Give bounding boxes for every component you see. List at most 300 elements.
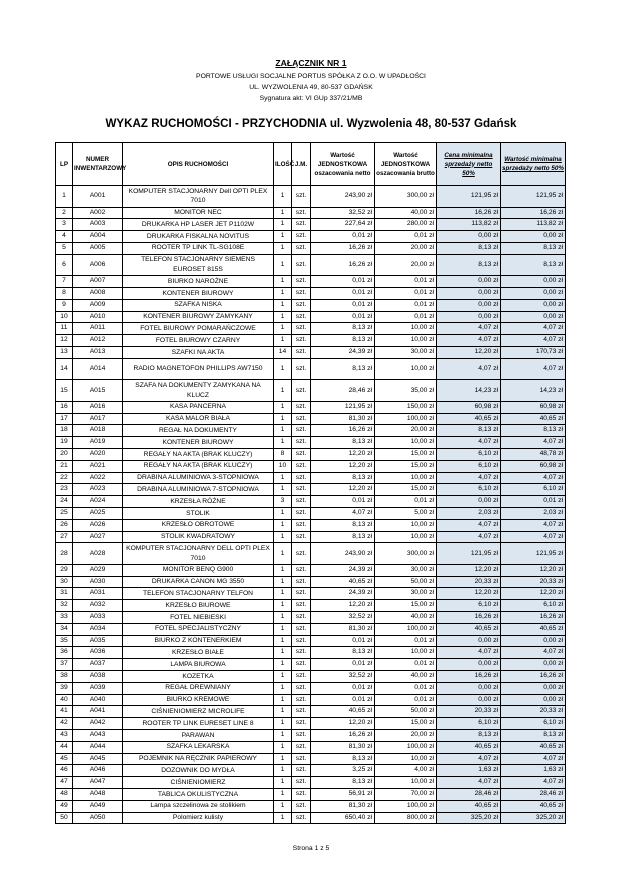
cell-unit-net-value: 3,25 zł <box>311 765 375 777</box>
cell-unit: szt. <box>292 311 311 323</box>
cell-quantity: 1 <box>274 788 292 800</box>
cell-unit: szt. <box>292 635 311 647</box>
cell-lp: 39 <box>56 682 73 694</box>
document-title: ZAŁĄCZNIK NR 1 <box>275 58 347 68</box>
cell-min-net-price: 4,07 zł <box>437 647 501 659</box>
inventory-table <box>55 142 566 824</box>
cell-unit-gross-value: 0,01 zł <box>375 682 437 694</box>
cell-unit: szt. <box>292 207 311 219</box>
cell-inventory-number: A027 <box>73 531 123 543</box>
cell-inventory-number: A021 <box>73 460 123 472</box>
cell-min-net-price: 60,98 zł <box>437 401 501 413</box>
cell-description: DRUKARKA HP LASER JET P1102W <box>123 219 274 231</box>
cell-unit-net-value: 8,13 zł <box>311 777 375 789</box>
cell-inventory-number: A048 <box>73 788 123 800</box>
cell-inventory-number: A007 <box>73 276 123 288</box>
cell-inventory-number: A024 <box>73 496 123 508</box>
cell-inventory-number: A014 <box>73 358 123 380</box>
cell-quantity: 3 <box>274 496 292 508</box>
cell-min-net-value: 6,10 zł <box>501 484 566 496</box>
cell-lp: 7 <box>56 276 73 288</box>
cell-description: KRZESŁO BIAŁE <box>123 647 274 659</box>
cell-unit-net-value: 40,65 zł <box>311 576 375 588</box>
cell-min-net-price: 0,00 zł <box>437 276 501 288</box>
cell-quantity: 1 <box>274 600 292 612</box>
cell-min-net-value: 0,00 zł <box>501 635 566 647</box>
cell-lp: 34 <box>56 623 73 635</box>
cell-lp: 12 <box>56 335 73 347</box>
table-row <box>56 448 566 460</box>
cell-unit: szt. <box>292 484 311 496</box>
cell-unit: szt. <box>292 231 311 243</box>
cell-unit-net-value: 16,26 zł <box>311 254 375 276</box>
cell-unit: szt. <box>292 777 311 789</box>
cell-unit-net-value: 0,01 zł <box>311 682 375 694</box>
cell-inventory-number: A043 <box>73 729 123 741</box>
cell-inventory-number: A044 <box>73 741 123 753</box>
cell-quantity: 1 <box>274 588 292 600</box>
cell-min-net-price: 121,95 zł <box>437 543 501 565</box>
cell-unit-gross-value: 0,01 zł <box>375 231 437 243</box>
cell-lp: 44 <box>56 741 73 753</box>
cell-inventory-number: A033 <box>73 612 123 624</box>
table-row <box>56 694 566 706</box>
cell-inventory-number: A005 <box>73 242 123 254</box>
cell-quantity: 1 <box>274 635 292 647</box>
table-row <box>56 777 566 789</box>
cell-inventory-number: A047 <box>73 777 123 789</box>
cell-unit: szt. <box>292 576 311 588</box>
cell-quantity: 1 <box>274 729 292 741</box>
page-number: Strona 1 z 5 <box>292 845 330 852</box>
cell-lp: 19 <box>56 437 73 449</box>
cell-min-net-value: 40,65 zł <box>501 623 566 635</box>
cell-unit-gross-value: 0,01 zł <box>375 659 437 671</box>
cell-min-net-value: 60,98 zł <box>501 401 566 413</box>
cell-quantity: 1 <box>274 623 292 635</box>
table-row <box>56 425 566 437</box>
cell-description: DRUKARKA FISKALNA NOVITUS <box>123 231 274 243</box>
cell-min-net-price: 0,00 zł <box>437 659 501 671</box>
cell-min-net-value: 4,07 zł <box>501 519 566 531</box>
cell-unit-gross-value: 20,00 zł <box>375 425 437 437</box>
cell-description: FOTEL NIEBIESKI <box>123 612 274 624</box>
cell-quantity: 1 <box>274 425 292 437</box>
cell-unit-net-value: 8,13 zł <box>311 519 375 531</box>
cell-quantity: 1 <box>274 694 292 706</box>
cell-min-net-price: 6,10 zł <box>437 484 501 496</box>
cell-inventory-number: A004 <box>73 231 123 243</box>
cell-unit: szt. <box>292 588 311 600</box>
cell-inventory-number: A015 <box>73 380 123 402</box>
cell-lp: 29 <box>56 564 73 576</box>
cell-min-net-price: 14,23 zł <box>437 380 501 402</box>
cell-min-net-price: 16,26 zł <box>437 612 501 624</box>
table-row <box>56 346 566 358</box>
cell-description: MONITOR BENQ G900 <box>123 564 274 576</box>
cell-min-net-price: 40,65 zł <box>437 623 501 635</box>
cell-min-net-value: 0,01 zł <box>501 496 566 508</box>
cell-min-net-value: 0,00 zł <box>501 287 566 299</box>
cell-description: STOLIK KWADRATOWY <box>123 531 274 543</box>
table-row <box>56 323 566 335</box>
cell-quantity: 1 <box>274 207 292 219</box>
col-header-min-net-price: Cena minimalna sprzedaży netto 50% <box>437 143 501 186</box>
cell-unit-gross-value: 10,00 zł <box>375 472 437 484</box>
cell-description: KOMPUTER STACJONARNY DELL OPTI PLEX 7010 <box>123 543 274 565</box>
cell-unit: szt. <box>292 706 311 718</box>
cell-min-net-value: 4,07 zł <box>501 531 566 543</box>
cell-inventory-number: A025 <box>73 507 123 519</box>
col-header-unit-gross-value: Wartość JEDNOSTKOWA oszacowania brutto <box>375 143 437 186</box>
table-row <box>56 276 566 288</box>
table-row <box>56 623 566 635</box>
cell-quantity: 1 <box>274 219 292 231</box>
cell-unit-gross-value: 100,00 zł <box>375 413 437 425</box>
cell-unit-gross-value: 30,00 zł <box>375 346 437 358</box>
cell-unit-gross-value: 0,01 zł <box>375 635 437 647</box>
cell-inventory-number: A023 <box>73 484 123 496</box>
cell-unit-net-value: 32,52 zł <box>311 612 375 624</box>
cell-description: KRZESŁO BIUROWE <box>123 600 274 612</box>
cell-quantity: 1 <box>274 231 292 243</box>
cell-min-net-price: 16,26 zł <box>437 671 501 683</box>
table-row <box>56 413 566 425</box>
cell-lp: 45 <box>56 753 73 765</box>
cell-unit: szt. <box>292 765 311 777</box>
cell-unit: szt. <box>292 335 311 347</box>
cell-unit-net-value: 8,13 zł <box>311 472 375 484</box>
cell-inventory-number: A012 <box>73 335 123 347</box>
cell-unit-net-value: 0,01 zł <box>311 287 375 299</box>
cell-unit-net-value: 650,40 zł <box>311 812 375 824</box>
cell-unit-gross-value: 100,00 zł <box>375 800 437 812</box>
cell-quantity: 1 <box>274 519 292 531</box>
cell-unit-gross-value: 10,00 zł <box>375 335 437 347</box>
cell-inventory-number: A031 <box>73 588 123 600</box>
cell-unit: szt. <box>292 448 311 460</box>
cell-unit: szt. <box>292 671 311 683</box>
cell-min-net-value: 2,03 zł <box>501 507 566 519</box>
cell-quantity: 1 <box>274 358 292 380</box>
cell-quantity: 1 <box>274 706 292 718</box>
cell-lp: 47 <box>56 777 73 789</box>
cell-unit-net-value: 12,20 zł <box>311 600 375 612</box>
cell-min-net-price: 121,95 zł <box>437 186 501 208</box>
cell-unit: szt. <box>292 647 311 659</box>
cell-min-net-value: 4,07 zł <box>501 777 566 789</box>
case-signature: Sygnatura akt: VI GUp 337/21/MB <box>259 95 363 102</box>
cell-inventory-number: A001 <box>73 186 123 208</box>
cell-unit: szt. <box>292 788 311 800</box>
cell-lp: 25 <box>56 507 73 519</box>
col-header-unit: J.M. <box>292 143 311 186</box>
cell-min-net-price: 20,33 zł <box>437 706 501 718</box>
table-row <box>56 519 566 531</box>
cell-inventory-number: A038 <box>73 671 123 683</box>
col-header-unit-net-value: Wartość JEDNOSTKOWA oszacowania netto <box>311 143 375 186</box>
cell-lp: 15 <box>56 380 73 402</box>
cell-unit-net-value: 0,01 zł <box>311 635 375 647</box>
cell-lp: 23 <box>56 484 73 496</box>
cell-inventory-number: A034 <box>73 623 123 635</box>
cell-description: REGAŁY NA AKTA (BRAK KLUCZY) <box>123 460 274 472</box>
cell-description: STOLIK <box>123 507 274 519</box>
cell-description: CIŚNIENIOMIERZ MICROLIFE <box>123 706 274 718</box>
cell-description: KOZETKA <box>123 671 274 683</box>
cell-min-net-value: 20,33 zł <box>501 706 566 718</box>
cell-min-net-price: 6,10 zł <box>437 460 501 472</box>
table-row <box>56 484 566 496</box>
cell-unit: szt. <box>292 346 311 358</box>
cell-quantity: 1 <box>274 741 292 753</box>
table-row <box>56 311 566 323</box>
cell-unit-net-value: 16,26 zł <box>311 425 375 437</box>
cell-min-net-price: 12,20 zł <box>437 346 501 358</box>
cell-lp: 21 <box>56 460 73 472</box>
table-row <box>56 729 566 741</box>
cell-unit-gross-value: 300,00 zł <box>375 186 437 208</box>
cell-quantity: 1 <box>274 682 292 694</box>
cell-unit: szt. <box>292 242 311 254</box>
cell-unit-gross-value: 10,00 zł <box>375 753 437 765</box>
cell-unit-net-value: 28,46 zł <box>311 380 375 402</box>
cell-unit: szt. <box>292 800 311 812</box>
cell-min-net-value: 4,07 zł <box>501 753 566 765</box>
cell-inventory-number: A049 <box>73 800 123 812</box>
cell-quantity: 10 <box>274 460 292 472</box>
cell-unit-gross-value: 10,00 zł <box>375 531 437 543</box>
cell-min-net-price: 113,82 zł <box>437 219 501 231</box>
cell-min-net-price: 4,07 zł <box>437 437 501 449</box>
cell-unit-gross-value: 10,00 zł <box>375 358 437 380</box>
cell-min-net-price: 4,07 zł <box>437 519 501 531</box>
cell-unit-gross-value: 50,00 zł <box>375 576 437 588</box>
cell-min-net-value: 16,26 zł <box>501 612 566 624</box>
cell-quantity: 1 <box>274 299 292 311</box>
cell-unit-gross-value: 280,00 zł <box>375 219 437 231</box>
cell-quantity: 1 <box>274 380 292 402</box>
cell-unit-gross-value: 150,00 zł <box>375 401 437 413</box>
cell-inventory-number: A029 <box>73 564 123 576</box>
cell-description: REGAŁ NA DOKUMENTY <box>123 425 274 437</box>
cell-description: POJEMNIK NA RĘCZNIK PAPIEROWY <box>123 753 274 765</box>
cell-lp: 37 <box>56 659 73 671</box>
cell-min-net-value: 20,33 zł <box>501 576 566 588</box>
cell-unit-gross-value: 20,00 zł <box>375 729 437 741</box>
cell-unit: szt. <box>292 472 311 484</box>
cell-description: PARAWAN <box>123 729 274 741</box>
table-row <box>56 242 566 254</box>
cell-quantity: 1 <box>274 765 292 777</box>
cell-min-net-price: 6,10 zł <box>437 448 501 460</box>
cell-min-net-value: 8,13 zł <box>501 254 566 276</box>
cell-unit-gross-value: 4,00 zł <box>375 765 437 777</box>
cell-unit: szt. <box>292 496 311 508</box>
cell-quantity: 1 <box>274 472 292 484</box>
table-row <box>56 576 566 588</box>
table-row <box>56 812 566 824</box>
cell-min-net-value: 0,00 zł <box>501 694 566 706</box>
cell-inventory-number: A045 <box>73 753 123 765</box>
cell-min-net-value: 0,00 zł <box>501 682 566 694</box>
table-row <box>56 186 566 208</box>
cell-inventory-number: A002 <box>73 207 123 219</box>
cell-description: RADIO MAGNETOFON PHILLIPS AW7150 <box>123 358 274 380</box>
cell-unit-net-value: 81,30 zł <box>311 413 375 425</box>
cell-unit-gross-value: 20,00 zł <box>375 242 437 254</box>
cell-min-net-value: 0,00 zł <box>501 276 566 288</box>
cell-min-net-value: 0,00 zł <box>501 311 566 323</box>
cell-unit-gross-value: 0,01 zł <box>375 287 437 299</box>
cell-unit-net-value: 40,65 zł <box>311 706 375 718</box>
cell-unit: szt. <box>292 600 311 612</box>
cell-lp: 11 <box>56 323 73 335</box>
table-row <box>56 507 566 519</box>
cell-min-net-price: 6,10 zł <box>437 600 501 612</box>
cell-unit-gross-value: 15,00 zł <box>375 600 437 612</box>
cell-min-net-price: 2,03 zł <box>437 507 501 519</box>
cell-min-net-price: 0,00 zł <box>437 231 501 243</box>
cell-min-net-value: 0,00 zł <box>501 231 566 243</box>
table-row <box>56 564 566 576</box>
cell-min-net-value: 0,00 zł <box>501 299 566 311</box>
cell-min-net-value: 28,46 zł <box>501 788 566 800</box>
table-row <box>56 335 566 347</box>
table-row <box>56 741 566 753</box>
cell-description: KRZESŁO OBROTOWE <box>123 519 274 531</box>
cell-lp: 33 <box>56 612 73 624</box>
table-row <box>56 219 566 231</box>
cell-unit-net-value: 8,13 zł <box>311 323 375 335</box>
cell-unit: szt. <box>292 564 311 576</box>
table-row <box>56 401 566 413</box>
cell-unit-gross-value: 100,00 zł <box>375 623 437 635</box>
table-row <box>56 788 566 800</box>
cell-quantity: 1 <box>274 437 292 449</box>
cell-min-net-value: 4,07 zł <box>501 358 566 380</box>
cell-min-net-price: 12,20 zł <box>437 564 501 576</box>
cell-quantity: 1 <box>274 401 292 413</box>
cell-unit-net-value: 0,01 zł <box>311 276 375 288</box>
cell-unit: szt. <box>292 531 311 543</box>
cell-unit-gross-value: 0,01 zł <box>375 299 437 311</box>
cell-min-net-price: 4,07 zł <box>437 358 501 380</box>
cell-min-net-price: 4,07 zł <box>437 472 501 484</box>
table-row <box>56 380 566 402</box>
cell-unit: szt. <box>292 254 311 276</box>
cell-min-net-value: 113,82 zł <box>501 219 566 231</box>
cell-unit: szt. <box>292 219 311 231</box>
cell-unit-gross-value: 0,01 zł <box>375 311 437 323</box>
cell-inventory-number: A010 <box>73 311 123 323</box>
table-row <box>56 765 566 777</box>
cell-unit-net-value: 81,30 zł <box>311 800 375 812</box>
cell-lp: 18 <box>56 425 73 437</box>
cell-unit: szt. <box>292 287 311 299</box>
cell-unit-gross-value: 300,00 zł <box>375 543 437 565</box>
cell-lp: 24 <box>56 496 73 508</box>
col-header-lp: LP <box>56 143 73 186</box>
cell-description: KONTENER BIUROWY <box>123 437 274 449</box>
cell-lp: 10 <box>56 311 73 323</box>
cell-quantity: 1 <box>274 484 292 496</box>
cell-min-net-value: 4,07 zł <box>501 472 566 484</box>
cell-inventory-number: A028 <box>73 543 123 565</box>
cell-unit-net-value: 0,01 zł <box>311 311 375 323</box>
cell-unit-net-value: 227,64 zł <box>311 219 375 231</box>
cell-min-net-price: 0,00 zł <box>437 496 501 508</box>
cell-unit-net-value: 24,39 zł <box>311 346 375 358</box>
cell-quantity: 1 <box>274 287 292 299</box>
cell-quantity: 1 <box>274 659 292 671</box>
cell-min-net-price: 0,00 zł <box>437 287 501 299</box>
cell-inventory-number: A032 <box>73 600 123 612</box>
cell-min-net-price: 0,00 zł <box>437 682 501 694</box>
cell-unit-net-value: 12,20 zł <box>311 484 375 496</box>
cell-min-net-value: 12,20 zł <box>501 564 566 576</box>
cell-unit-gross-value: 30,00 zł <box>375 588 437 600</box>
cell-min-net-value: 1,63 zł <box>501 765 566 777</box>
cell-inventory-number: A046 <box>73 765 123 777</box>
cell-min-net-price: 20,33 zł <box>437 576 501 588</box>
cell-lp: 49 <box>56 800 73 812</box>
cell-unit-net-value: 0,01 zł <box>311 231 375 243</box>
cell-unit-gross-value: 0,01 zł <box>375 694 437 706</box>
cell-inventory-number: A030 <box>73 576 123 588</box>
cell-unit-net-value: 4,07 zł <box>311 507 375 519</box>
cell-unit: szt. <box>292 507 311 519</box>
cell-unit: szt. <box>292 741 311 753</box>
table-row <box>56 635 566 647</box>
cell-min-net-value: 60,98 zł <box>501 460 566 472</box>
cell-description: FOTEL BIUROWY CZARNY <box>123 335 274 347</box>
cell-unit: szt. <box>292 437 311 449</box>
cell-description: SZAFKA LEKARSKA <box>123 741 274 753</box>
table-row <box>56 472 566 484</box>
cell-description: LAMPA BIUROWA <box>123 659 274 671</box>
cell-inventory-number: A003 <box>73 219 123 231</box>
cell-lp: 42 <box>56 718 73 730</box>
cell-inventory-number: A022 <box>73 472 123 484</box>
cell-unit: szt. <box>292 612 311 624</box>
cell-description: DRABINA ALUMINIOWA 3-STOPNIOWA <box>123 472 274 484</box>
cell-min-net-value: 4,07 zł <box>501 335 566 347</box>
cell-unit-net-value: 8,13 zł <box>311 647 375 659</box>
cell-lp: 5 <box>56 242 73 254</box>
table-row <box>56 299 566 311</box>
table-row <box>56 207 566 219</box>
cell-min-net-price: 0,00 zł <box>437 311 501 323</box>
cell-unit-net-value: 8,13 zł <box>311 531 375 543</box>
cell-description: FOTEL SPECJALISTYCZNY <box>123 623 274 635</box>
cell-min-net-price: 4,07 zł <box>437 323 501 335</box>
cell-min-net-price: 12,20 zł <box>437 588 501 600</box>
cell-inventory-number: A018 <box>73 425 123 437</box>
cell-min-net-price: 40,65 zł <box>437 741 501 753</box>
cell-min-net-value: 4,07 zł <box>501 647 566 659</box>
cell-quantity: 1 <box>274 242 292 254</box>
cell-quantity: 1 <box>274 777 292 789</box>
cell-inventory-number: A019 <box>73 437 123 449</box>
cell-inventory-number: A039 <box>73 682 123 694</box>
cell-unit: szt. <box>292 812 311 824</box>
cell-unit-gross-value: 70,00 zł <box>375 788 437 800</box>
table-row <box>56 460 566 472</box>
cell-lp: 20 <box>56 448 73 460</box>
cell-unit-net-value: 16,26 zł <box>311 729 375 741</box>
cell-inventory-number: A037 <box>73 659 123 671</box>
